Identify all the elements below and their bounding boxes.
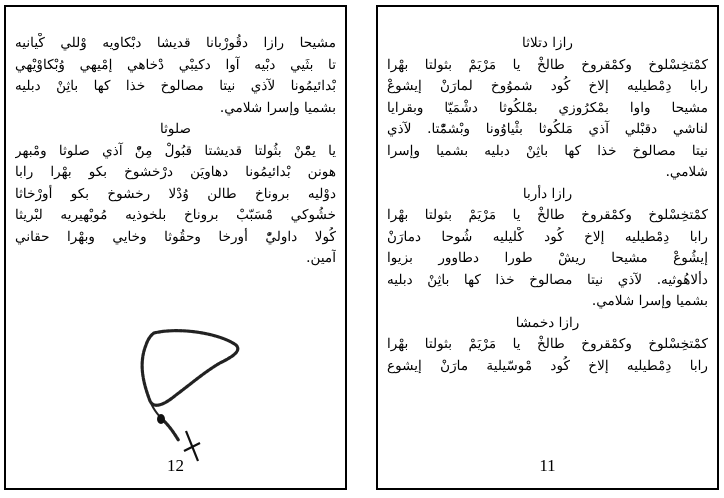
text-line: بشميا وإسرا شلامي.	[219, 99, 336, 116]
text-line: مشيحا واوا بمْكرُوزي بمْلكُوثا دشْمَيّا وبقرايا	[387, 99, 708, 116]
text-line: رابا دِمْطيليه إلاخ كُود كْليليه شُوحا دمارَنْ	[387, 228, 708, 245]
left-page	[4, 5, 347, 490]
text-line: رابا دِمْطيليه إلاخ كُود شموُوخ لمارَنْ إيشوعْ	[387, 78, 708, 94]
text-line: مشيحا رازا دقُورْبانا قديشا دبْكاويه وْللي كْيانيه	[15, 35, 336, 51]
text-line: نيتا مصالوخ خذا كها باثِنْ دبليه بشميا وإسرا	[387, 142, 708, 159]
prayer-line: خشُوكي مْسَبّبْ بروناخ بلخوذيه مُوبْهيريه لبْريثا	[15, 207, 336, 223]
section-heading: صلوثا	[160, 121, 191, 137]
prayer-line: دوْليه بروناخ طالن وُدْلا رخشوخ بكو أورْخاثا	[15, 185, 336, 202]
page-number: 12	[167, 456, 184, 475]
text-line: كمْتخِسْلوخ وكمْقروخ طالخْ يا مَرْيَمْ بثولتا بهْرا	[387, 336, 708, 352]
rosary-icon	[124, 325, 244, 463]
section-heading: رازا دأربا	[522, 185, 573, 202]
text-line: بْدائيمُونا لآذي نيتا مصالوخ خذا كها باثِنْ دبليه	[15, 78, 336, 94]
prayer-line: هونن بْدائيمُونا دهاويَن درْخشوخ بكو بهْرا رابا	[15, 164, 336, 180]
prayer-line: يا يمّْنْ بثُولتا قديشتا قبُولْ مِنّْ آذي صلوثا ومْبهر	[15, 142, 336, 159]
left-page-text	[15, 33, 336, 270]
text-line: رابا دِمْطيليه إلاخ كُود مْوسّيلية مارَنْ إيشوع	[387, 357, 708, 374]
text-line: شلامي.	[665, 164, 708, 180]
right-page-text	[387, 33, 708, 377]
text-line: بشميا وإسرا شلامي.	[591, 293, 708, 309]
right-page	[376, 5, 719, 490]
text-line: كمْتخِسْلوخ وكمْقروخ طالخْ يا مَرْيَمْ بثولتا بهْرا	[387, 207, 708, 223]
section-heading: رازا دتلاثا	[522, 35, 573, 51]
prayer-line: كُولا داوليّْ أورخا وحقُوثا وخايي وبهْرا حقاني	[15, 228, 336, 245]
prayer-line: آمين.	[306, 250, 336, 266]
text-line: تا بثَيي دبْيه آوا دكيبْي دْخاهي إمْيهي وُبْكاوْيْهي	[15, 56, 336, 73]
section-heading: رازا دخمشا	[515, 314, 580, 331]
page-number: 11	[539, 456, 556, 475]
text-line: دألاهُوثيه. لآذي نيتا مصالوخ خذا كها باثِنْ دبليه	[387, 271, 708, 288]
text-line: لناشي دقبْلي آذي مَلكُوثا بثْياوُونا وبْشمّْتا. لآذي	[387, 121, 708, 137]
text-line: كمْتخِسْلوخ وكمْقروخ طالخْ يا مَرْيَمْ بثولتا بهْرا	[387, 56, 708, 73]
text-line: إيشُوعْ مشيحا ريشْ طورا دطاوور بزيوا	[387, 250, 708, 266]
